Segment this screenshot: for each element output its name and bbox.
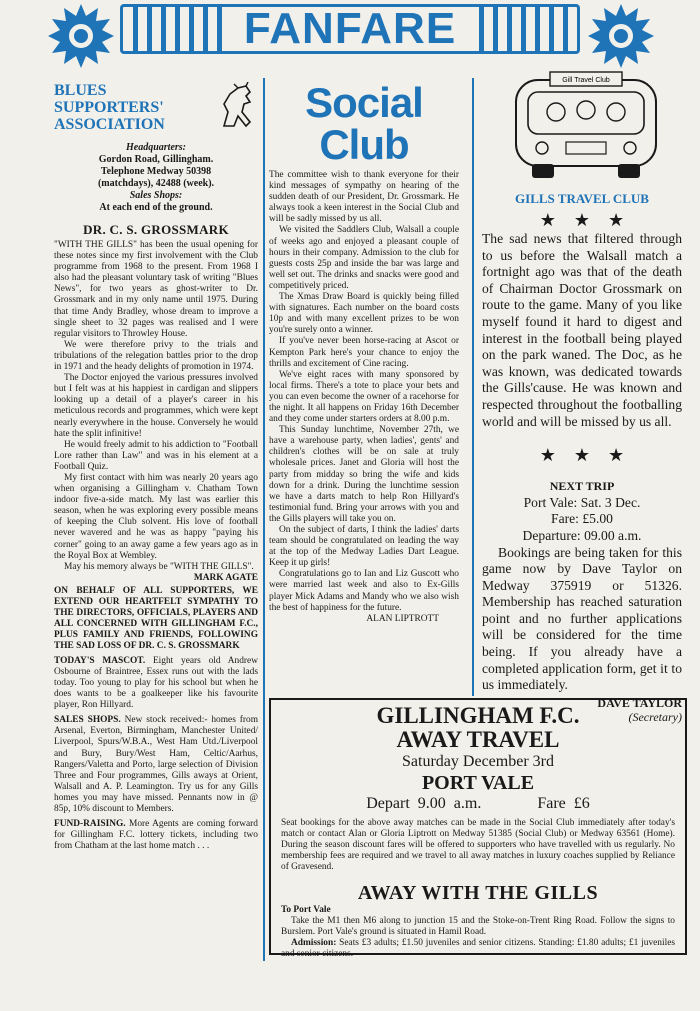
social-paragraph: If you've never been horse-racing at Ascot or Kempton Park here's your chance to enjoy the thrills and excitement of Cine racing.	[269, 336, 459, 369]
grossmark-paragraph: We were therefore privy to the trials and tribulations of the relegation battles prior to the drop in 1971 and the heady delights of promotion in 1974.	[54, 339, 258, 373]
banner-bars-left	[123, 7, 231, 51]
social-paragraph: The committee wish to thank everyone for their kind messages of sympathy on hearing of the sudden death of our President, Dr. Grossmark. He always took a keen interest in the Social Club and will be sadly missed by us all.	[269, 170, 459, 225]
stars-divider: ★★★	[539, 210, 643, 230]
hq-label: Headquarters:	[126, 142, 186, 153]
bus-illustration-icon	[506, 70, 666, 180]
next-trip-title: NEXT TRIP	[549, 479, 615, 494]
trip-line: Fare: £5.00	[551, 511, 613, 527]
trip-line: Departure: 09.00 a.m.	[522, 527, 642, 543]
social-paragraph: On the subject of darts, I think the ladies' darts team should be congratulated on leading the way at the top of the Medway Ladies Dart League. Keep it up girls!	[269, 525, 459, 569]
admission-item	[281, 938, 675, 960]
away-travel-title: AWAY TRAVEL	[396, 727, 560, 752]
bsa-header	[54, 82, 258, 138]
grossmark-paragraph: He would freely admit to his addiction to "Football Lore rather than Law" and was in his element at a Football Quiz.	[54, 439, 258, 472]
fundraising-text: More Agents are coming forward for Gillingham F.C. lottery tickets, including two from Chatham at the last home match . . .	[54, 819, 258, 852]
right-rosette-icon	[586, 2, 656, 70]
shops-label: Sales Shops:	[129, 190, 183, 201]
social-paragraph: We've eight races with many sponsored by local firms. There's a tote to place your bets and you can even become the owner of a racehorse for the night. It all happens on Friday 16th December and they come under starters orders at 8.00 p.m.	[269, 369, 459, 425]
admission-text: Seats £3 adults; £1.50 juveniles and senior citizens. Standing: £1.80 adults; £1 juveniles and senior citizens.	[281, 938, 675, 959]
page-header	[0, 0, 700, 72]
bsa-title-line: ASSOCIATION	[54, 116, 165, 133]
away-travel-title: GILLINGHAM F.C.	[376, 703, 580, 728]
to-port-vale-label: To Port Vale	[281, 905, 331, 915]
away-travel-date: Saturday December 3rd	[402, 753, 554, 770]
travel-club-title: GILLS TRAVEL CLUB	[515, 191, 649, 206]
stars-divider: ★★★	[539, 445, 643, 466]
social-paragraph: We visited the Saddlers Club, Walsall a couple of weeks ago and enjoyed a pleasant couple of hours in their company. Admission to the club for guests costs 25p and inside the bar was large and well set out. The drinks and snacks were good and competitively priced.	[269, 225, 459, 291]
mascot-item	[54, 656, 258, 711]
fundraising-item	[54, 819, 258, 852]
away-travel-details: Seat bookings for the above away matches can be made in the Social Club immediately after today's match or contact Alan or Gloria Liptrott on Medway 51385 (Social Club) or Medway 63561 (Home). During the season discount fares will be offered to supporters who have travelled with us regularly. No membership fees are required and we travel to all away matches in luxury coaches supplied by Reliance of Gravesend.	[281, 818, 675, 872]
bus-sign: Gill Travel Club	[562, 77, 610, 84]
mascot-label: TODAY'S MASCOT.	[54, 655, 146, 666]
bsa-title-line: SUPPORTERS'	[54, 99, 164, 116]
shops-line: At each end of the ground.	[99, 202, 213, 213]
column-divider-2	[472, 78, 474, 696]
social-paragraph: The Xmas Draw Board is quickly being filled with signatures. Each number on the board costs 10p and with many excellent prizes to be won you're surely onto a winner.	[269, 292, 459, 336]
booking-text: Bookings are being taken for this game now by Dave Taylor on Medway 375919 or 51326. Membership has reached saturation point and no further applications will be considered for the time being. If you already have a completed application form, get it to us immediately.	[482, 544, 682, 693]
travel-club-column	[482, 70, 682, 724]
column-divider-1	[263, 78, 265, 961]
supporters-column	[54, 82, 258, 852]
social-club-column	[269, 79, 459, 625]
hq-line: (matchdays), 42488 (week).	[97, 178, 215, 189]
sales-label: SALES SHOPS.	[54, 715, 121, 726]
condolence-message: ON BEHALF OF ALL SUPPORTERS, WE EXTEND OUR HEARTFELT SYMPATHY TO THE DIRECTORS, OFFICIALS, PLAYERS AND ALL CONCERNED WITH GILLINGHAM F.C., PLUS FAMILY AND FRIENDS, FOLLOWING THE SAD LOSS OF DR. C. S. GROSSMARK	[54, 585, 258, 651]
trip-line: Port Vale: Sat. 3 Dec.	[523, 494, 641, 510]
grossmark-paragraph: May his memory always be "WITH THE GILLS".	[64, 561, 254, 572]
grossmark-signature: MARK AGATE	[193, 572, 258, 583]
fare-price: Fare £6	[537, 795, 590, 812]
away-travel-venue: PORT VALE	[421, 772, 535, 794]
grossmark-paragraph: "WITH THE GILLS" has been the usual opening for these notes since my first involvement with the Club programme from 1968 to the present. From 1968 I also had the pleasant voluntary task of writing "Blues News", for two years as ghost-writer to Dr. Grossmark and in my only name until 1975. During that time Andy Bradley, whose dream to improve a single sheet to 32 pages was realised and I were regular visitors to Throwley House.	[54, 240, 258, 339]
grossmark-paragraph: My first contact with him was nearly 20 years ago when organising a Gillingham v. Chatham Town indoor five-a-side match. My last was earlier this season, when he was exploring every possible means of keeping the Club solvent. His love of football never wavered and he was as happy "paying his corner" going to an away game a few years ago as in the Royal Box at Wembley.	[54, 472, 258, 561]
banner-title: FANFARE	[243, 4, 457, 53]
social-paragraph: Congratulations go to Ian and Liz Guscott who were married last week and also to Ex-Gills player Mick Adams and Mandy who we also wish the best of happiness for the future.	[269, 569, 459, 613]
left-rosette-icon	[46, 2, 116, 70]
admission-label: Admission:	[291, 938, 337, 948]
grossmark-heading: DR. C. S. GROSSMARK	[83, 222, 229, 237]
depart-time: Depart 9.00 a.m.	[366, 795, 482, 812]
hq-line: Telephone Medway 50398	[100, 166, 212, 177]
away-with-gills-title: AWAY WITH THE GILLS	[357, 882, 599, 904]
bsa-headquarters	[54, 142, 258, 214]
away-travel-times	[281, 794, 675, 814]
hq-line: Gordon Road, Gillingham.	[98, 154, 214, 165]
banner-bars-right	[469, 7, 577, 51]
bsa-title-line: BLUES	[54, 82, 107, 99]
mascot-text: Eight years old Andrew Osbourne of Braintree, Essex runs out with the lads today. Too young to play for his school but when he does wants to be a goalkeeper like his favourite player, Ron Hillyard.	[54, 655, 258, 711]
signature-name: DAVE TAYLOR	[597, 695, 682, 710]
social-title-line: Club	[319, 121, 409, 168]
grossmark-paragraph: The Doctor enjoyed the various pressures involved but I felt was at his happiest in cardigan and slippers looking up a detail of a player's career in his meticulous records and programmes, which were kept nearly everywhere in the house. Conversely he would hate the split infinitive!	[54, 373, 258, 439]
social-club-title	[269, 79, 459, 168]
travel-club-text: The sad news that filtered through to us before the Walsall match a fortnight ago was that of the death of Chairman Doctor Grossmark on route to the game. Many of you like myself found it hard to digest and interest in the football being played on the park waned. The Doc, as he was known, was dedicated towards the Gills'cause. He was known and respected throughout the footballing world and will be missed by us all.	[482, 231, 682, 429]
sales-text: New stock received:- homes from Arsenal, Everton, Birmingham, Manchester United/ Liverpool, Spurs/W.B.A., West Ham Utd./Liverpool and Bury, Bury/West Ham, Celtic/Aarhus, Rangers/Valetta and Porto, large selection of Division Three and Four programmes, Gills aways at Orient, Walsall and A. P. Leamington. Try us for any Gills homes you may have missed. Pennants now in @ 85p, 10% discount to Members.	[54, 715, 258, 815]
social-title-line: Social	[305, 79, 423, 126]
signature-role: (Secretary)	[628, 709, 682, 724]
horse-emblem-icon	[216, 82, 260, 130]
fundraising-label: FUND-RAISING.	[54, 819, 126, 830]
fanfare-banner	[120, 4, 580, 54]
social-paragraph: This Sunday lunchtime, November 27th, we have a warehouse party, when ladies', gents' and children's clothes will be on sale at truly wholesale prices. Janet and Gloria will host the party from midday so bring the wife and kids down for a drink. During the lunchtime session we have a darts match to help Ron Hillyard's testimonial fund. Bring your arrows with you and the Gills players will take you on.	[269, 425, 459, 524]
sales-item	[54, 715, 258, 815]
social-signature: ALAN LIPTROTT	[366, 613, 439, 624]
directions-text: Take the M1 then M6 along to junction 15 and the Stoke-on-Trent Ring Road. Follow the signs to Burslem. Port Vale's ground is situated in Hamil Road.	[281, 916, 675, 937]
away-travel-box	[269, 695, 687, 959]
